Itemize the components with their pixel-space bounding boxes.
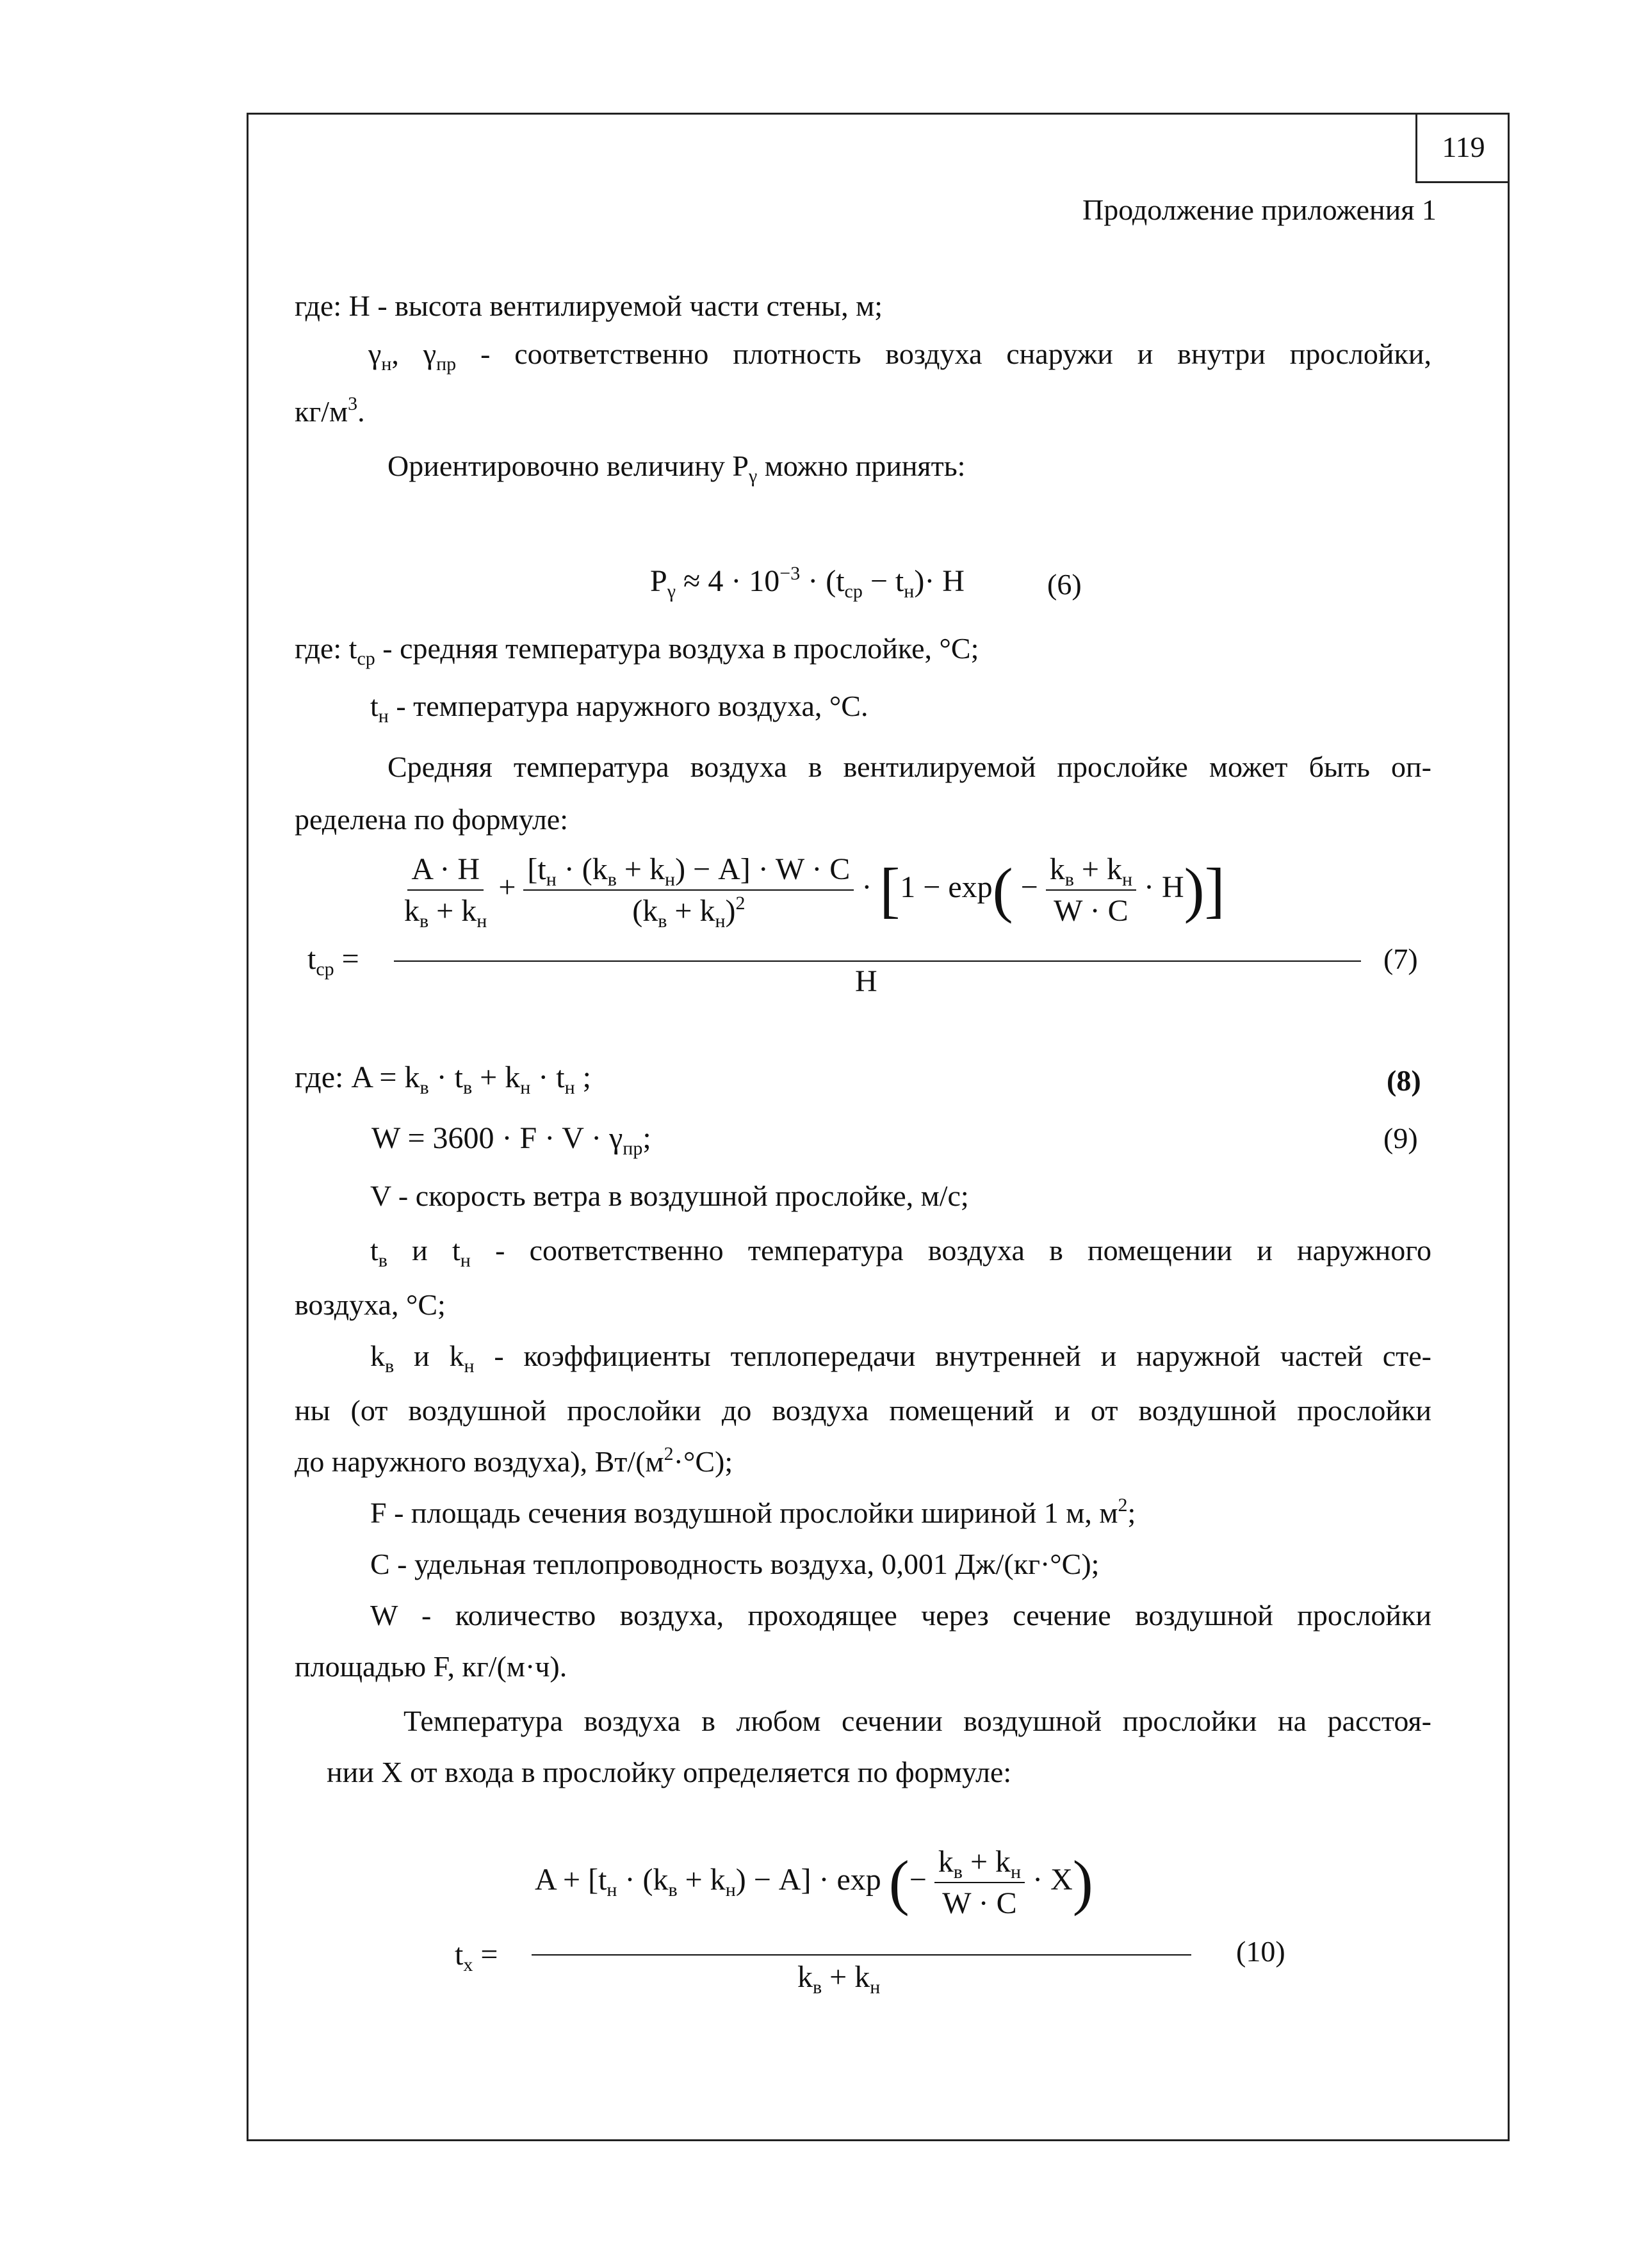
text-gamma-unit: $кг/м^3$. (295, 393, 365, 428)
equation-6-number: (6) (1047, 568, 1082, 601)
eq7-inner-fraction: $\frac{k_в + k_н}{W \cdot C}$ (1046, 852, 1136, 928)
text-kv-kn-line3: до наружного воздуха), $Вт/(м^2\cdot^\circ C)$; (295, 1443, 733, 1478)
text-gamma-definition: $\gamma_н$, $\gamma_{пр}$ - соответственно плотность воздуха снаружи и внутри прослойки, (368, 337, 1432, 375)
text-c-definition: C - удельная теплопроводность воздуха, 0,001 Дж/(кг·°C); (370, 1548, 1100, 1580)
equation-10-lhs: $t_x$ = (455, 1938, 498, 1975)
equation-10-denominator: $k_в + k_н$ (797, 1960, 881, 1998)
equation-7-main-fraction-line (394, 960, 1361, 962)
text-p-gamma-intro: Ориентировочно величину $P_\gamma$ можно принять: (387, 450, 966, 487)
text-h-definition: где: H - высота вентилируемой части стены, м; (295, 289, 883, 322)
eq10-inner-fraction: $\frac{k_в + k_н}{W \cdot C}$ (934, 1844, 1025, 1921)
equation-9: $W = 3600 \cdot F \cdot V \cdot \gamma_{пр}$; (371, 1121, 651, 1159)
equation-7-number: (7) (1383, 943, 1418, 975)
text-tx-intro-line2: нии X от входа в прослойку определяется по формуле: (327, 1756, 1012, 1788)
equation-10-fraction-line (532, 1954, 1191, 1956)
equation-7-numerator: $\frac{A \cdot H}{k_в + k_н}$ + $\frac{[t_н \cdot (k_в + k_н) - A] \cdot W \cdot C}{(k_в + k_н)^2}$ · [1 − exp( − $\frac{k_в + k_н}{W \cdot C}$ · H)] (400, 852, 1225, 928)
equation-10-numerator: $A + [t_н \cdot (k_в + k_н) - A] \cdot \exp$ (− $\frac{k_в + k_н}{W \cdot C}$ · X) (535, 1845, 1093, 1920)
equation-10-number: (10) (1236, 1935, 1285, 1968)
page-number: 119 (1415, 113, 1510, 183)
equation-6: $P_\gamma \approx 4 \cdot 10^{-3} \cdot (t_{ср} - t_н)\cdot H$ (650, 563, 965, 602)
appendix-header: Продолжение приложения 1 (1082, 193, 1437, 226)
text-v-definition: V - скорость ветра в воздушной прослойке, м/с; (370, 1179, 969, 1212)
text-f-definition: F - площадь сечения воздушной прослойки шириной 1 м, $м^2$; (370, 1494, 1136, 1529)
eq7-term1: $\frac{A \cdot H}{k_в + k_н}$ (404, 852, 487, 932)
equation-8: где: $A = k_в \cdot t_в + k_н \cdot t_н$ ; (295, 1060, 591, 1098)
text-tcp-definition: где: $t_{ср}$ - средняя температура воздуха в прослойке, °C; (295, 632, 979, 669)
eq7-term2: $\frac{[t_н \cdot (k_в + k_н) - A] \cdot W \cdot C}{(k_в + k_н)^2}$ (523, 852, 854, 928)
text-mean-temp-line2: ределена по формуле: (295, 803, 569, 836)
text-tv-tn-line2: воздуха, °C; (295, 1288, 446, 1321)
text-w-line1: W - количество воздуха, проходящее через сечение воздушной прослойки (370, 1599, 1431, 1632)
text-tn-definition: $t_н$ - температура наружного воздуха, °C. (370, 690, 868, 727)
text-kv-kn-line1: $k_в$ и $k_н$ - коэффициенты теплопередачи внутренней и наружной частей сте- (370, 1340, 1431, 1377)
text-tx-intro-line1: Температура воздуха в любом сечении воздушной прослойки на расстоя- (403, 1705, 1431, 1737)
equation-8-number: (8) (1387, 1064, 1421, 1097)
equation-9-number: (9) (1383, 1122, 1418, 1154)
equation-7-lhs: $t_{ср}$ = (307, 942, 359, 980)
text-mean-temp-line1: Средняя температура воздуха в вентилируемой прослойке может быть оп- (387, 750, 1431, 783)
text-w-line2: площадью F, кг/(м·ч). (295, 1650, 567, 1683)
text-tv-tn-line1: $t_в$ и $t_н$ - соответственно температура воздуха в помещении и наружного (370, 1234, 1431, 1271)
text-kv-kn-line2: ны (от воздушной прослойки до воздуха помещений и от воздушной прослойки (295, 1394, 1431, 1427)
equation-7-denominator: H (855, 964, 877, 998)
